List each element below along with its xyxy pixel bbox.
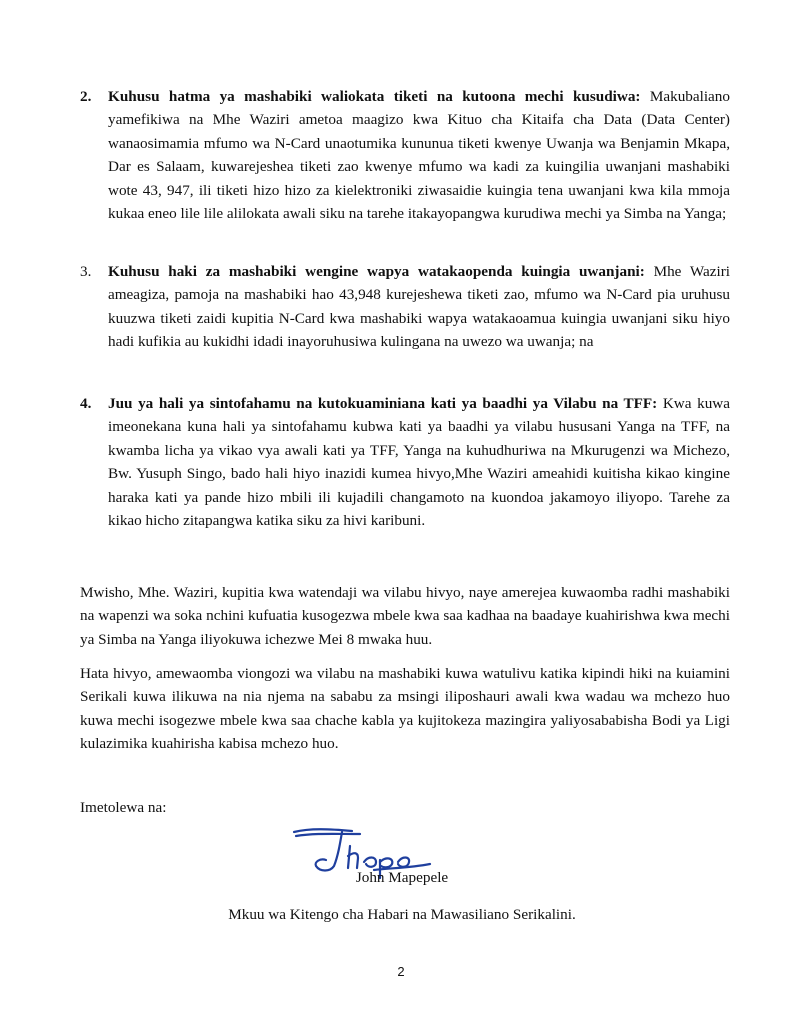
list-item-number: 3. — [80, 263, 92, 280]
list-item-number: 4. — [80, 395, 92, 412]
list-item-text: Makubaliano yamefikiwa na Mhe Waziri ametoa maagizo kwa Kituo cha Kitaifa cha Data (Data Center) wanaosimamia mfumo wa N-Card unaotumika kununua tiketi kwenye Uwanja wa Benjamin Mkapa, Dar es Salaam, kuwarejeshea tiketi zao kwenye mfumo wa kadi za kuingilia uwanjani mashabiki wote 43, 947, ili tiketi hizo hizo za kielektroniki ziwasaidie kuingia tena uwanjani kwa kila mmoja kukaa eneo lile lile alilokata awali siku na tarehe itakayopangwa kurudiwa mechi ya Simba na Yanga; — [108, 88, 730, 223]
list-item-4 — [80, 392, 730, 532]
list-item-text: Kwa kuwa imeonekana kuna hali ya sintofahamu kubwa kati ya baadhi ya vilabu hususani Yanga na TFF, na kwamba licha ya vikao vya awali kati ya TFF, Yanga na kuhudhuriwa na Mkurugenzi wa Michezo, Bw. Yusuph Singo, bado hali hiyo inazidi kumea hivyo,Mhe Waziri ameahidi kuitisha kikao kingine haraka kati ya pande hizo mbili ili kujadili changamoto na kuondoa jakamoyo iliyopo. Tarehe za kikao hicho zitapangwa katika siku za hivi karibuni. — [108, 395, 730, 530]
closing-paragraph-apology: Mwisho, Mhe. Waziri, kupitia kwa watendaji wa vilabu hivyo, naye amerejea kuwaomba radhi mashabiki na wapenzi wa soka nchini kufuatia kusogezwa mbele kwa saa kadhaa na baadaye kuahirishwa kwa mechi ya Simba na Yanga iliyokuwa ichezwe Mei 8 mwaka huu. — [80, 584, 730, 648]
list-item-body — [108, 392, 730, 532]
list-item-body — [108, 260, 730, 354]
list-item-heading: Kuhusu hatma ya mashabiki waliokata tiketi na kutoona mechi kusudiwa: — [108, 88, 641, 105]
page-number: 2 — [397, 964, 405, 979]
signer-name: John Mapepele — [355, 869, 449, 886]
released-by-label: Imetolewa na: — [80, 799, 167, 816]
list-item-2 — [80, 85, 730, 225]
list-item-heading: Juu ya hali ya sintofahamu na kutokuaminiana kati ya baadhi ya Vilabu na TFF: — [108, 395, 658, 412]
list-item-3 — [80, 260, 730, 354]
list-item-body — [108, 85, 730, 225]
list-item-heading: Kuhusu haki za mashabiki wengine wapya watakaopenda kuingia uwanjani: — [108, 263, 645, 280]
closing-paragraph-appeal: Hata hivyo, amewaomba viongozi wa vilabu na mashabiki kuwa watulivu katika kipindi hiki na kuiamini Serikali kuwa ilikuwa na nia njema na sababu za msingi iliposhauri awali kwa wadau wa mchezo huo kuwa mechi isogezwe mbele kwa saa chache kabla ya kujitokeza mazingira yaliyosababisha Bodi ya Ligi kulazimika kuahirisha kabisa mchezo huo. — [80, 665, 730, 753]
list-item-number: 2. — [80, 88, 92, 105]
list-item-text: Mhe Waziri ameagiza, pamoja na mashabiki hao 43,948 kurejeshewa tiketi zao, mfumo wa N-Card pia uruhusu kuuzwa tiketi zaidi kupitia N-Card kwa mashabiki wapya watakaoamua kuingia uwanjani siku hiyo hadi kufikia au kukidhi idadi inayoruhusiwa kulingana na uwezo wa uwanja; na — [108, 263, 730, 351]
signer-title: Mkuu wa Kitengo cha Habari na Mawasiliano Serikalini. — [228, 906, 576, 923]
